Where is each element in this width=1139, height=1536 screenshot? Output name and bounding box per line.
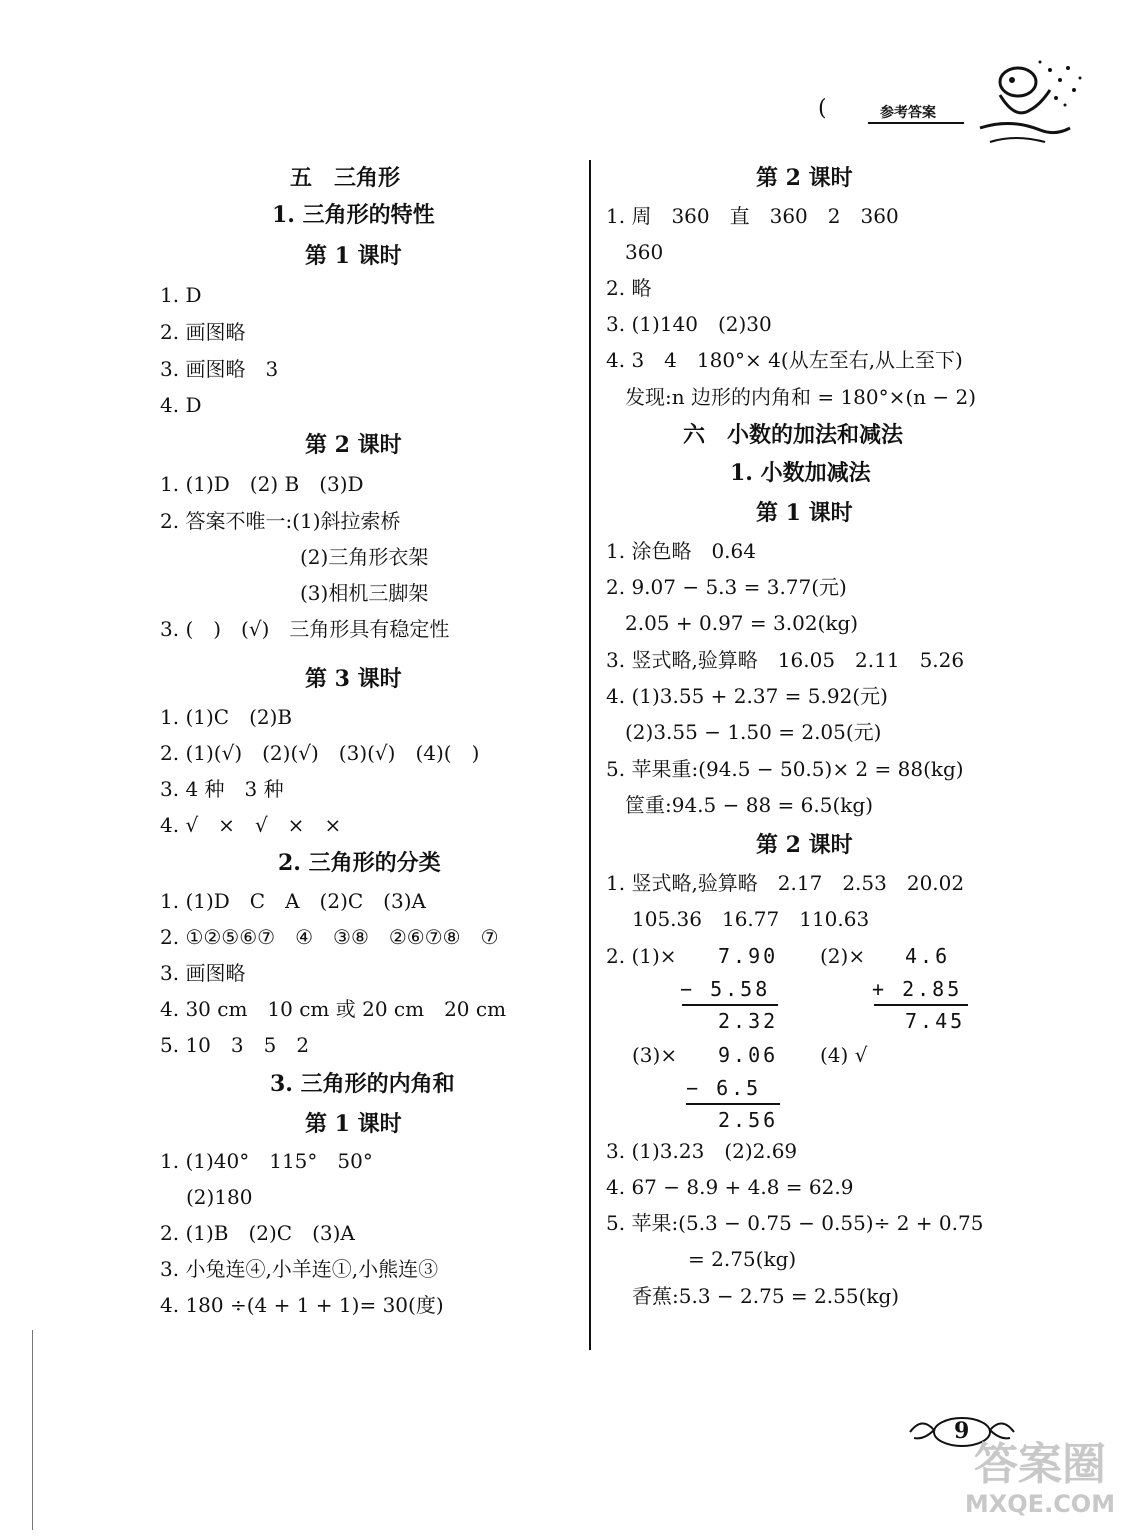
calc-top: 7.90 bbox=[718, 944, 779, 968]
answer-line: 发现:n 边形的内角和 = 180°×(n − 2) bbox=[625, 385, 977, 409]
lesson-title: 第 1 课时 bbox=[305, 1111, 402, 1137]
calc-label: 2. (1)× bbox=[606, 944, 677, 968]
answer-line: 筐重:94.5 − 88 = 6.5(kg) bbox=[625, 793, 873, 817]
answer-line: 1. (1)40° 115° 50° bbox=[160, 1149, 373, 1173]
lesson-title: 第 2 课时 bbox=[756, 832, 853, 858]
answer-line: 1. 竖式略,验算略 2.17 2.53 20.02 bbox=[606, 871, 965, 895]
answer-line: 3. 竖式略,验算略 16.05 2.11 5.26 bbox=[606, 648, 965, 672]
chapter-title-5: 五 三角形 bbox=[290, 165, 401, 191]
answer-line: 360 bbox=[625, 240, 664, 264]
calc-sub: + 2.85 bbox=[872, 977, 963, 1001]
answer-line: 1. 周 360 直 360 2 360 bbox=[606, 204, 899, 228]
answer-line: 1. (1)D (2) B (3)D bbox=[160, 472, 364, 496]
answer-line: 1. 涂色略 0.64 bbox=[606, 539, 756, 563]
header-label: 参考答案 bbox=[880, 105, 936, 121]
lesson-title: 第 2 课时 bbox=[756, 165, 853, 191]
answer-line: 3. ( ) (√) 三角形具有稳定性 bbox=[160, 617, 450, 641]
answer-line: (3)相机三脚架 bbox=[300, 581, 429, 605]
answer-line: 4. 3 4 180°× 4(从左至右,从上至下) bbox=[606, 348, 963, 372]
header-bracket: ( bbox=[818, 96, 827, 121]
answer-line: 2.05 + 0.97 = 3.02(kg) bbox=[625, 611, 859, 635]
answer-line: 5. 10 3 5 2 bbox=[160, 1033, 310, 1057]
answer-line: 1. D bbox=[160, 283, 202, 307]
calc-label: (4) √ bbox=[820, 1043, 868, 1067]
answer-line: 3. (1)140 (2)30 bbox=[606, 312, 772, 336]
answer-line: 2. (1)B (2)C (3)A bbox=[160, 1221, 355, 1245]
answer-line: 2. 答案不唯一:(1)斜拉索桥 bbox=[160, 509, 401, 533]
calc-rule bbox=[874, 1004, 968, 1006]
answer-line: 3. 画图略 3 bbox=[160, 357, 279, 381]
answer-line: = 2.75(kg) bbox=[688, 1247, 797, 1271]
calc-label: (3)× bbox=[632, 1043, 678, 1067]
lesson-title: 第 2 课时 bbox=[305, 432, 402, 458]
section-title-5-3: 3. 三角形的内角和 bbox=[270, 1071, 455, 1097]
left-margin-line bbox=[32, 1330, 33, 1530]
lesson-title: 第 1 课时 bbox=[305, 243, 402, 269]
section-title-5-1: 1. 三角形的特性 bbox=[272, 202, 435, 228]
mascot-decoration-icon bbox=[970, 50, 1090, 160]
answer-line: 2. 略 bbox=[606, 276, 652, 300]
answer-line: (2)3.55 − 1.50 = 2.05(元) bbox=[625, 720, 882, 744]
answer-line: 1. (1)C (2)B bbox=[160, 705, 293, 729]
watermark-url: MXQE.COM bbox=[964, 1490, 1116, 1518]
column-divider bbox=[589, 160, 591, 1350]
chapter-title-6: 六 小数的加法和减法 bbox=[683, 422, 904, 448]
calc-result: 2.32 bbox=[718, 1009, 779, 1033]
answer-line: 3. (1)3.23 (2)2.69 bbox=[606, 1139, 798, 1163]
calc-top: 9.06 bbox=[718, 1043, 779, 1067]
answer-line: 4. (1)3.55 + 2.37 = 5.92(元) bbox=[606, 684, 888, 708]
calc-rule bbox=[682, 1004, 778, 1006]
section-title-5-2: 2. 三角形的分类 bbox=[278, 850, 441, 876]
calc-rule bbox=[686, 1103, 780, 1105]
answer-line: 105.36 16.77 110.63 bbox=[632, 907, 870, 931]
watermark-logo-text: 答案圈 bbox=[974, 1439, 1106, 1490]
answer-line: 2. ①②⑤⑥⑦ ④ ③⑧ ②⑥⑦⑧ ⑦ bbox=[160, 925, 499, 949]
answer-line: 2. (1)(√) (2)(√) (3)(√) (4)( ) bbox=[160, 741, 480, 765]
calc-sub: − 5.58 bbox=[680, 977, 771, 1001]
lesson-title: 第 3 课时 bbox=[305, 666, 402, 692]
calc-sub: − 6.5 bbox=[686, 1076, 762, 1100]
answer-line: 4. 67 − 8.9 + 4.8 = 62.9 bbox=[606, 1175, 854, 1199]
answer-line: 3. 小兔连④,小羊连①,小熊连③ bbox=[160, 1257, 439, 1281]
answer-line: 4. 30 cm 10 cm 或 20 cm 20 cm bbox=[160, 997, 507, 1021]
section-title-6-1: 1. 小数加减法 bbox=[730, 460, 871, 486]
header-underline bbox=[868, 122, 964, 124]
calc-result: 7.45 bbox=[905, 1009, 966, 1033]
calc-top: 4.6 bbox=[905, 944, 951, 968]
answer-line: 5. 苹果重:(94.5 − 50.5)× 2 = 88(kg) bbox=[606, 757, 964, 781]
calc-label: (2)× bbox=[820, 944, 866, 968]
answer-line: 香蕉:5.3 − 2.75 = 2.55(kg) bbox=[632, 1284, 900, 1308]
answer-line: (2)180 bbox=[186, 1185, 253, 1209]
answer-line: 4. D bbox=[160, 393, 202, 417]
answer-line: 3. 4 种 3 种 bbox=[160, 777, 284, 801]
answer-line: 4. 180 ÷(4 + 1 + 1)= 30(度) bbox=[160, 1293, 444, 1317]
answer-line: 5. 苹果:(5.3 − 0.75 − 0.55)÷ 2 + 0.75 bbox=[606, 1211, 984, 1235]
answer-line: 1. (1)D C A (2)C (3)A bbox=[160, 889, 426, 913]
watermark bbox=[950, 1440, 1130, 1518]
calc-result: 2.56 bbox=[718, 1108, 779, 1132]
lesson-title: 第 1 课时 bbox=[756, 500, 853, 526]
answer-line: 2. 9.07 − 5.3 = 3.77(元) bbox=[606, 575, 847, 599]
answer-line: 2. 画图略 bbox=[160, 320, 246, 344]
answer-line: 4. √ × √ × × bbox=[160, 813, 342, 837]
answer-line: 3. 画图略 bbox=[160, 961, 246, 985]
answer-line: (2)三角形衣架 bbox=[300, 545, 429, 569]
page-number: 9 bbox=[954, 1418, 970, 1444]
